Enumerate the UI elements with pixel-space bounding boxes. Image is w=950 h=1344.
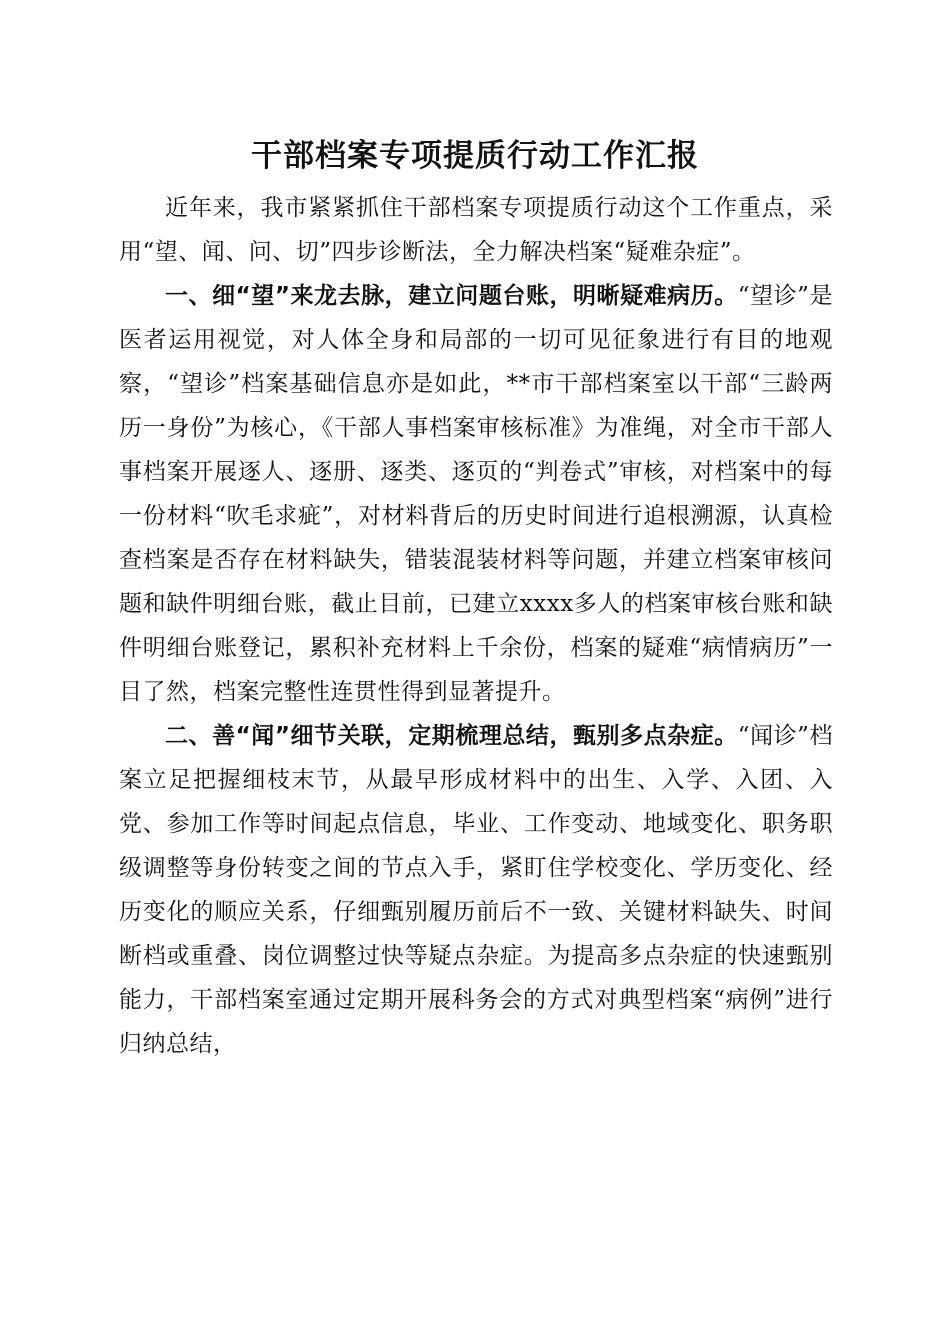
document-body — [119, 186, 833, 1066]
intro-paragraph: 近年来，我市紧紧抓住干部档案专项提质行动这个工作重点，采用“望、闻、问、切”四步诊断法，全力解决档案“疑难杂症”。 — [119, 195, 833, 265]
section-2-body: “闻诊”档案立足把握细枝末节，从最早形成材料中的出生、入学、入团、入党、参加工作等时间起点信息，毕业、工作变动、地域变化、职务职级调整等身份转变之间的节点入手，紧盯住学校变化、学历变化、经历变化的顺应关系，仔细甄别履历前后不一致、关键材料缺失、时间断档或重叠、岗位调整过快等疑点杂症。为提高多点杂症的快速甄别能力，干部档案室通过定期开展科务会的方式对典型档案“病例”进行归纳总结， — [119, 723, 833, 1057]
section-2-paragraph — [119, 714, 833, 1066]
section-2-heading: 二、善“闻”细节关联，定期梳理总结，甄别多点杂症。 — [165, 723, 738, 749]
document-title: 干部档案专项提质行动工作汇报 — [251, 138, 699, 174]
section-1-heading: 一、细“望”来龙去脉，建立问题台账，明晰疑难病历。 — [165, 283, 738, 309]
section-1-body: “望诊”是医者运用视觉，对人体全身和局部的一切可见征象进行有目的地观察，“望诊”档案基础信息亦是如此，**市干部档案室以干部“三龄两历一身份”为核心，《干部人事档案审核标准》为准绳，对全市干部人事档案开展逐人、逐册、逐类、逐页的“判卷式”审核，对档案中的每一份材料“吹毛求疵”，对材料背后的历史时间进行追根溯源，认真检查档案是否存在材料缺失，错装混装材料等问题，并建立档案审核问题和缺件明细台账，截止目前，已建立xxxx多人的档案审核台账和缺件明细台账登记，累积补充材料上千余份，档案的疑难“病情病历”一目了然，档案完整性连贯性得到显著提升。 — [119, 283, 833, 705]
section-1-paragraph — [119, 274, 833, 714]
